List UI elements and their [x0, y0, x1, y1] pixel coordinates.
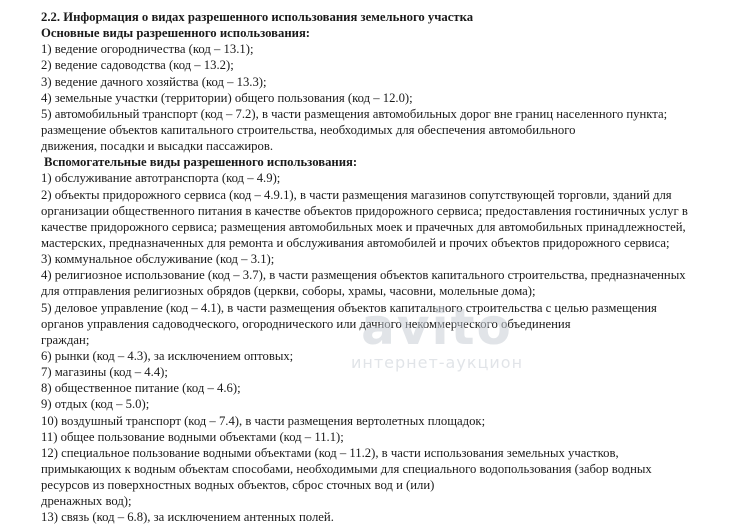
- auxiliary-use-line: 2) объекты придорожного сервиса (код – 4.9.1), в части размещения магазинов сопутствующей торговли, зданий для: [41, 187, 672, 202]
- main-use-line: 4) земельные участки (территории) общего пользования (код – 12.0);: [41, 90, 413, 105]
- main-uses-list: [41, 41, 741, 154]
- main-use-line: размещение объектов капитального строительства, необходимых для обеспечения автомобильного: [41, 122, 576, 137]
- main-use-line: 1) ведение огородничества (код – 13.1);: [41, 42, 254, 57]
- document-body: [41, 9, 741, 526]
- main-use-line: движения, посадки и высадки пассажиров.: [41, 139, 274, 154]
- main-use-line: 2) ведение садоводства (код – 13.2);: [41, 58, 234, 73]
- auxiliary-uses-heading: Вспомогательные виды разрешенного использования:: [44, 155, 358, 170]
- auxiliary-use-line: мастерских, предназначенных для ремонта и обслуживания автомобилей и прочих объектов придорожного сервиса;: [41, 235, 670, 250]
- auxiliary-use-line: 4) религиозное использование (код – 3.7), в части размещения объектов капитального строительства, предназначенных: [41, 268, 686, 283]
- watermark-tagline: интернет-аукцион: [350, 353, 524, 372]
- auxiliary-use-line: 6) рынки (код – 4.3), за исключением оптовых;: [41, 348, 294, 363]
- main-uses-heading: Основные виды разрешенного использования:: [41, 26, 311, 41]
- auxiliary-uses-list: [41, 170, 741, 525]
- auxiliary-use-line: 3) коммунальное обслуживание (код – 3.1);: [41, 252, 275, 267]
- auxiliary-use-line: организации общественного питания в качестве объектов придорожного сервиса; предоставления гостиничных услуг в: [41, 203, 688, 218]
- watermark-brand: avito: [361, 298, 513, 356]
- auxiliary-use-line: 1) обслуживание автотранспорта (код – 4.9);: [41, 171, 281, 186]
- main-use-line: 5) автомобильный транспорт (код – 7.2), в части размещения автомобильных дорог вне границ населенного пункта;: [41, 106, 668, 121]
- auxiliary-use-line: 5) деловое управление (код – 4.1), в части размещения объектов капитального строительства с целью размещения: [41, 300, 657, 315]
- auxiliary-use-line: 13) связь (код – 6.8), за исключением антенных полей.: [41, 510, 334, 525]
- section-title: 2.2. Информация о видах разрешенного использования земельного участка: [41, 10, 474, 24]
- auxiliary-use-line: 10) воздушный транспорт (код – 7.4), в части размещения вертолетных площадок;: [41, 413, 486, 428]
- auxiliary-use-line: органов управления садоводческого, огороднического или дачного некоммерческого объединения: [41, 316, 571, 331]
- main-use-line: 3) ведение дачного хозяйства (код – 13.3);: [41, 74, 267, 89]
- auxiliary-use-line: 9) отдых (код – 5.0);: [41, 397, 150, 412]
- auxiliary-use-line: граждан;: [41, 332, 90, 347]
- auxiliary-use-line: ресурсов из поверхностных водных объектов, сброс сточных вод и (или): [41, 478, 435, 493]
- auxiliary-use-line: 8) общественное питание (код – 4.6);: [41, 381, 241, 396]
- auxiliary-use-line: для отправления религиозных обрядов (церкви, соборы, храмы, часовни, молельные дома);: [41, 284, 536, 299]
- auxiliary-use-line: 12) специальное пользование водными объектами (код – 11.2), в части использования земельных участков,: [41, 445, 619, 460]
- auxiliary-use-line: качестве придорожного сервиса; размещения автомобильных моек и прачечных для автомобильных принадлежностей,: [41, 219, 686, 234]
- auxiliary-use-line: 11) общее пользование водными объектами (код – 11.1);: [41, 429, 344, 444]
- auxiliary-use-line: примыкающих к водным объектам способами, необходимыми для специального водопользования (забор водных: [41, 461, 652, 476]
- auxiliary-use-line: 7) магазины (код – 4.4);: [41, 365, 168, 380]
- auxiliary-use-line: дренажных вод);: [41, 494, 132, 509]
